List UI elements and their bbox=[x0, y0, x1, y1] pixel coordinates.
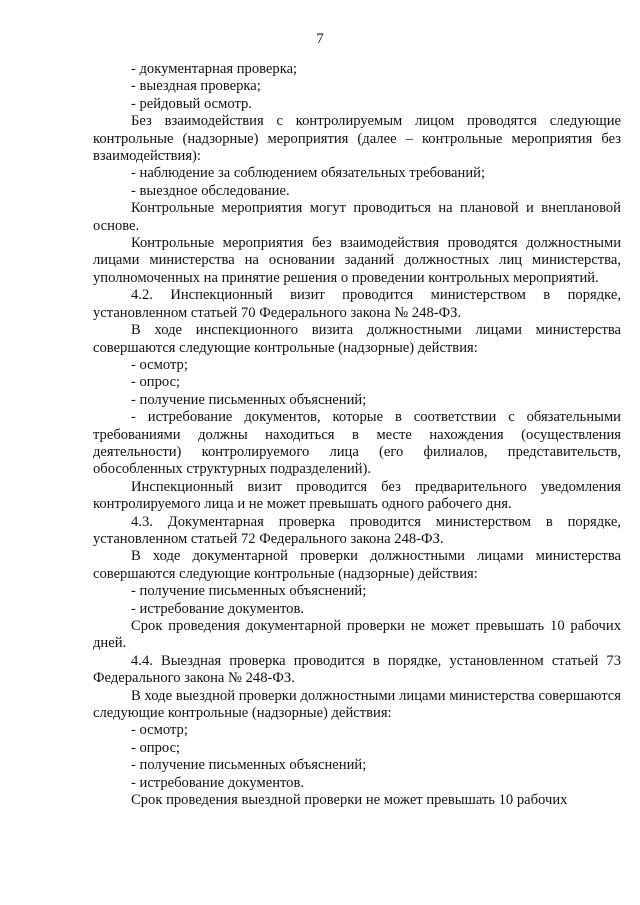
paragraph: Контрольные мероприятия без взаимодействия проводятся должностными лицами министерства на основании заданий должностных лиц министерства, уполномоченных на принятие решения о проведении контрольных мероприятий. bbox=[93, 235, 621, 286]
list-item: - истребование документов. bbox=[131, 774, 305, 791]
list-item: - опрос; bbox=[131, 374, 181, 391]
paragraph: Инспекционный визит проводится без предварительного уведомления контролируемого лица и не может превышать одного рабочего дня. bbox=[93, 478, 621, 513]
paragraph: Без взаимодействия с контролируемым лицом проводятся следующие контрольные (надзорные) мероприятия (далее – контрольные мероприятия без взаимодействия): bbox=[93, 113, 621, 165]
list-item: - осмотр; bbox=[131, 722, 188, 739]
paragraph: В ходе выездной проверки должностными лицами министерства совершаются следующие контрольные (надзорные) действия: bbox=[93, 687, 621, 722]
list-item: - получение письменных объяснений; bbox=[131, 757, 367, 774]
page-number: 7 bbox=[316, 31, 324, 47]
list-item: - документарная проверка; bbox=[131, 61, 298, 77]
paragraph: 4.3. Документарная проверка проводится министерством в порядке, установленном статьей 72 Федерального закона 248-ФЗ. bbox=[93, 513, 621, 547]
paragraph: - истребование документов, которые в соответствии с обязательными требованиями должны находиться в месте нахождения (осуществления деятельности) контролируемого лица (его филиалов, представительств, обособленных структурных подразделений). bbox=[93, 409, 621, 478]
list-item: - получение письменных объяснений; bbox=[131, 391, 367, 408]
list-item: - выездное обследование. bbox=[131, 182, 290, 199]
list-item: - выездная проверка; bbox=[131, 78, 261, 95]
document-body bbox=[93, 61, 621, 809]
list-item: - получение письменных объяснений; bbox=[131, 583, 367, 600]
list-item: - опрос; bbox=[131, 739, 181, 756]
paragraph: 4.2. Инспекционный визит проводится министерством в порядке, установленном статьей 70 Федерального закона № 248-ФЗ. bbox=[93, 287, 621, 321]
list-item: - наблюдение за соблюдением обязательных требований; bbox=[131, 165, 486, 182]
paragraph: В ходе документарной проверки должностными лицами министерства совершаются следующие контрольные (надзорные) действия: bbox=[93, 548, 621, 582]
list-item: - истребование документов. bbox=[131, 600, 305, 617]
list-item: - осмотр; bbox=[131, 356, 188, 373]
paragraph: 4.4. Выездная проверка проводится в порядке, установленном статьей 73 Федерального закона № 248-ФЗ. bbox=[93, 652, 621, 687]
list-item: - рейдовый осмотр. bbox=[131, 95, 252, 112]
paragraph: Срок проведения документарной проверки не может превышать 10 рабочих дней. bbox=[93, 618, 621, 652]
paragraph: Контрольные мероприятия могут проводиться на плановой и внеплановой основе. bbox=[93, 200, 621, 234]
paragraph: В ходе инспекционного визита должностными лицами министерства совершаются следующие контрольные (надзорные) действия: bbox=[93, 322, 621, 356]
paragraph: Срок проведения выездной проверки не может превышать 10 рабочих bbox=[131, 792, 568, 809]
